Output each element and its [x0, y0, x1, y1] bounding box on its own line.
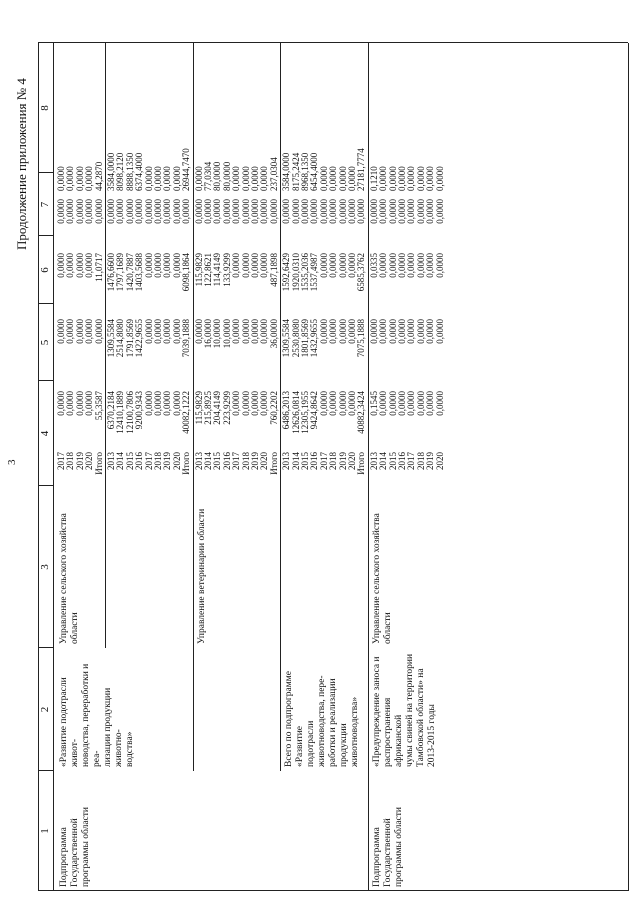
value-cell-c7: 0,0000: [162, 199, 173, 224]
value-cell-c6: 6585,3762: [356, 253, 367, 292]
value-cell-c8: 8888,1350: [124, 152, 135, 191]
column-header: 7: [39, 201, 51, 208]
value-cell-c7: 0,0000: [415, 199, 426, 224]
value-cell-c8: 0,0000: [328, 166, 339, 191]
value-cell-c8: 0,0000: [153, 166, 163, 191]
value-cell-c5: 0,0000: [93, 319, 104, 344]
value-cell-c8: 0,0000: [347, 166, 357, 191]
value-cell-c4: 0,0000: [153, 391, 163, 416]
value-cell-c4: 12410,1889: [115, 391, 126, 434]
year-cell: 2014: [203, 452, 213, 470]
value-cell-c4: 760,2202: [268, 391, 279, 425]
value-cell-c6: 0,0000: [425, 253, 436, 278]
value-cell-c8: 0,0000: [337, 166, 348, 191]
value-cell-c5: 0,0000: [318, 319, 329, 344]
row-executor: Управление сельского хозяйства области: [59, 513, 80, 644]
column-header: 5: [39, 339, 51, 346]
value-cell-c8: 0,0000: [84, 166, 95, 191]
value-cell-c7: 0,0000: [356, 199, 367, 224]
value-cell-c5: 10,0000: [212, 319, 223, 349]
value-cell-c8: 8968,1350: [300, 152, 310, 191]
value-cell-c4: 0,1545: [368, 391, 379, 416]
year-cell: 2018: [328, 452, 339, 470]
value-cell-c5: 0,0000: [328, 319, 339, 344]
value-cell-c4: 6486,2013: [281, 391, 292, 430]
value-cell-c4: 0,0000: [250, 391, 260, 416]
year-cell: 2019: [337, 452, 348, 470]
table-border-left: [38, 890, 628, 891]
value-cell-c4: 0,0000: [328, 391, 339, 416]
year-cell: 2018: [240, 452, 251, 470]
value-cell-c7: 0,0000: [290, 199, 301, 224]
value-cell-c5: 1432,9655: [309, 319, 320, 358]
value-cell-c5: 0,0000: [65, 319, 76, 344]
value-cell-c8: 0,0000: [415, 166, 426, 191]
value-cell-c7: 0,0000: [74, 199, 85, 224]
value-cell-c5: 1422,9655: [134, 319, 145, 358]
value-cell-c6: 0,0000: [162, 253, 173, 278]
value-cell-c6: 11,0717: [93, 253, 104, 282]
value-cell-c4: 40882,3424: [356, 391, 367, 434]
value-cell-c8: 0,0000: [143, 166, 154, 191]
value-cell-c5: 1791,8569: [124, 319, 135, 358]
value-cell-c7: 0,0000: [328, 199, 339, 224]
value-cell-c6: 0,0335: [368, 253, 379, 278]
value-cell-c5: 2530,8080: [290, 319, 301, 358]
value-cell-c6: 0,0000: [434, 253, 445, 278]
value-cell-c6: 0,0000: [337, 253, 348, 278]
year-cell: 2015: [387, 452, 398, 470]
value-cell-c7: 0,0000: [240, 199, 251, 224]
page-number: 3: [6, 459, 18, 465]
value-cell-c6: 1537,4987: [309, 253, 320, 292]
header-divider: [53, 43, 54, 891]
value-cell-c8: 237,0304: [268, 157, 279, 191]
value-cell-c4: 0,0000: [171, 391, 182, 416]
value-cell-c8: 0,0000: [240, 166, 251, 191]
column-header: 8: [39, 105, 51, 111]
value-cell-c6: 0,0000: [259, 253, 270, 278]
value-cell-c6: 0,0000: [56, 253, 66, 278]
value-cell-c4: 0,0000: [84, 391, 95, 416]
value-cell-c7: 0,0000: [368, 199, 379, 224]
value-cell-c4: 0,0000: [143, 391, 154, 416]
year-cell: 2016: [309, 452, 320, 470]
value-cell-c5: 1309,5584: [281, 319, 292, 358]
value-cell-c7: 0,0000: [347, 199, 357, 224]
value-cell-c5: 0,0000: [74, 319, 85, 344]
row-subprogram-label: Подпрограмма Государственной программы области: [59, 807, 91, 887]
value-cell-c7: 0,0000: [181, 199, 192, 224]
value-cell-c5: 0,0000: [347, 319, 357, 344]
value-cell-c8: 0,0000: [397, 166, 407, 191]
table-border-right: [38, 42, 628, 43]
value-cell-c5: 0,0000: [415, 319, 426, 344]
value-cell-c8: 0,0000: [259, 166, 270, 191]
value-cell-c8: 0,0000: [378, 166, 389, 191]
year-cell: 2014: [290, 452, 301, 470]
value-cell-c4: 0,0000: [337, 391, 348, 416]
value-cell-c5: 0,0000: [434, 319, 445, 344]
value-cell-c8: 44,2870: [93, 161, 104, 191]
row-name: «Развитие подотрасли живот- новодства, переработки и реа- лизации продукции животно- водства»: [59, 663, 135, 767]
value-cell-c8: 0,0000: [318, 166, 329, 191]
column-header: 1: [39, 828, 51, 834]
year-cell: Итого: [181, 452, 192, 475]
value-cell-c6: 133,9299: [221, 253, 232, 287]
year-cell: Итого: [268, 452, 279, 475]
year-cell: 2013: [368, 452, 379, 470]
year-cell: 2015: [300, 452, 310, 470]
year-cell: 2013: [281, 452, 292, 470]
value-cell-c8: 0,0000: [406, 166, 417, 191]
value-cell-c4: 215,8925: [203, 391, 213, 425]
value-cell-c5: 0,0000: [84, 319, 95, 344]
value-cell-c4: 0,0000: [406, 391, 417, 416]
value-cell-c5: 16,0000: [203, 319, 213, 349]
year-cell: 2015: [124, 452, 135, 470]
value-cell-c4: 0,0000: [434, 391, 445, 416]
column-header: 6: [39, 267, 51, 273]
value-cell-c7: 0,0000: [268, 199, 279, 224]
value-cell-c4: 0,0000: [162, 391, 173, 416]
value-cell-c4: 0,0000: [378, 391, 389, 416]
year-cell: 2016: [397, 452, 407, 470]
value-cell-c6: 0,0000: [250, 253, 260, 278]
value-cell-c6: 0,0000: [171, 253, 182, 278]
value-cell-c7: 0,0000: [250, 199, 260, 224]
value-cell-c6: 0,0000: [328, 253, 339, 278]
value-cell-c4: 0,0000: [387, 391, 398, 416]
value-cell-c7: 0,0000: [397, 199, 407, 224]
year-cell: 2020: [84, 452, 95, 470]
value-cell-c8: 0,0000: [74, 166, 85, 191]
value-cell-c6: 6098,1864: [181, 253, 192, 292]
value-cell-c4: 12305,1955: [300, 391, 310, 434]
row-name: Всего по подпрограмме «Развитие подотрасли животноводства, пере- работки и реализации продукции животноводства»: [284, 671, 361, 767]
value-cell-c6: 0,0000: [153, 253, 163, 278]
value-cell-c5: 0,0000: [193, 319, 204, 344]
year-cell: 2016: [134, 452, 145, 470]
continuation-title: Продолжение приложения № 4: [14, 78, 29, 250]
value-cell-c5: 2514,8080: [115, 319, 126, 358]
value-cell-c6: 0,0000: [74, 253, 85, 278]
value-cell-c5: 0,0000: [56, 319, 66, 344]
value-cell-c5: 0,0000: [337, 319, 348, 344]
value-cell-c6: 1420,7887: [124, 253, 135, 292]
value-cell-c5: 0,0000: [240, 319, 251, 344]
value-cell-c4: 40082,1222: [181, 391, 192, 434]
value-cell-c7: 0,0000: [300, 199, 310, 224]
value-cell-c8: 0,0000: [434, 166, 445, 191]
value-cell-c6: 122,8621: [203, 253, 213, 287]
value-cell-c5: 0,0000: [171, 319, 182, 344]
value-cell-c4: 0,0000: [259, 391, 270, 416]
value-cell-c6: 0,0000: [406, 253, 417, 278]
value-cell-c5: 0,0000: [259, 319, 270, 344]
value-cell-c8: 27181,7774: [356, 148, 367, 191]
value-cell-c6: 1797,1689: [115, 253, 126, 292]
value-cell-c7: 0,0000: [231, 199, 242, 224]
value-cell-c4: 0,0000: [240, 391, 251, 416]
value-cell-c6: 0,0000: [65, 253, 76, 278]
value-cell-c6: 0,0000: [231, 253, 242, 278]
value-cell-c5: 1309,5584: [106, 319, 116, 358]
budget-table: [38, 43, 628, 891]
year-cell: 2019: [74, 452, 85, 470]
value-cell-c4: 0,0000: [56, 391, 66, 416]
value-cell-c4: 0,0000: [347, 391, 357, 416]
value-cell-c7: 0,0000: [153, 199, 163, 224]
value-cell-c6: 114,4149: [212, 253, 223, 287]
value-cell-c5: 0,0000: [387, 319, 398, 344]
year-cell: 2017: [318, 452, 329, 470]
value-cell-c7: 0,0000: [425, 199, 436, 224]
value-cell-c7: 0,0000: [434, 199, 445, 224]
value-cell-c7: 0,0000: [115, 199, 126, 224]
year-cell: 2013: [106, 452, 116, 470]
value-cell-c8: 0,0000: [231, 166, 242, 191]
value-cell-c4: 204,4149: [212, 391, 223, 425]
value-cell-c6: 0,0000: [318, 253, 329, 278]
value-cell-c7: 0,0000: [259, 199, 270, 224]
value-cell-c4: 0,0000: [74, 391, 85, 416]
year-cell: 2020: [347, 452, 357, 470]
value-cell-c8: 6454,4000: [309, 152, 320, 191]
value-cell-c5: 36,0000: [268, 319, 279, 349]
value-cell-c4: 0,0000: [425, 391, 436, 416]
value-cell-c7: 0,0000: [337, 199, 348, 224]
value-cell-c8: 0,0000: [162, 166, 173, 191]
value-cell-c8: 0,0000: [387, 166, 398, 191]
column-header: 4: [39, 430, 51, 437]
year-cell: 2017: [56, 452, 66, 470]
value-cell-c4: 0,0000: [397, 391, 407, 416]
value-cell-c4: 115,9829: [193, 391, 204, 425]
value-cell-c5: 0,0000: [425, 319, 436, 344]
year-cell: 2018: [415, 452, 426, 470]
value-cell-c7: 0,0000: [134, 199, 145, 224]
value-cell-c6: 1535,2036: [300, 253, 310, 292]
value-cell-c5: 0,0000: [250, 319, 260, 344]
year-cell: 2016: [221, 452, 232, 470]
value-cell-c7: 0,0000: [309, 199, 320, 224]
year-cell: 2015: [212, 452, 223, 470]
value-cell-c4: 0,0000: [231, 391, 242, 416]
value-cell-c8: 0,0000: [65, 166, 76, 191]
value-cell-c7: 0,0000: [203, 199, 213, 224]
row-executor: Управление ветеринарии области: [196, 508, 207, 644]
year-cell: 2017: [143, 452, 154, 470]
value-cell-c8: 6374,4000: [134, 152, 145, 191]
value-cell-c5: 0,0000: [143, 319, 154, 344]
value-cell-c7: 0,0000: [106, 199, 116, 224]
value-cell-c7: 0,0000: [93, 199, 104, 224]
value-cell-c5: 1801,8569: [300, 319, 310, 358]
table-border-bottom: [628, 43, 629, 891]
value-cell-c6: 0,0000: [240, 253, 251, 278]
value-cell-c4: 223,9299: [221, 391, 232, 425]
value-cell-c4: 12100,7806: [124, 391, 135, 434]
year-cell: 2020: [171, 452, 182, 470]
row-subprogram-label: Подпрограмма Государственной программы области: [371, 807, 404, 887]
year-cell: 2017: [231, 452, 242, 470]
value-cell-c7: 0,0000: [281, 199, 292, 224]
value-cell-c5: 0,0000: [368, 319, 379, 344]
value-cell-c7: 0,0000: [171, 199, 182, 224]
year-cell: 2020: [259, 452, 270, 470]
year-cell: Итого: [356, 452, 367, 475]
value-cell-c5: 0,0000: [162, 319, 173, 344]
value-cell-c5: 7075,1888: [356, 319, 367, 358]
value-cell-c6: 115,9829: [193, 253, 204, 287]
value-cell-c5: 7039,1888: [181, 319, 192, 358]
value-cell-c7: 0,0000: [387, 199, 398, 224]
value-cell-c6: 1920,0310: [290, 253, 301, 292]
value-cell-c4: 0,0000: [318, 391, 329, 416]
value-cell-c5: 0,0000: [397, 319, 407, 344]
year-cell: 2014: [115, 452, 126, 470]
value-cell-c5: 0,0000: [378, 319, 389, 344]
value-cell-c7: 0,0000: [56, 199, 66, 224]
value-cell-c8: 80,0000: [221, 161, 232, 191]
value-cell-c6: 1476,6600: [106, 253, 116, 292]
value-cell-c7: 0,0000: [221, 199, 232, 224]
value-cell-c8: 0,0000: [425, 166, 436, 191]
year-cell: 2019: [162, 452, 173, 470]
value-cell-c6: 0,0000: [397, 253, 407, 278]
value-cell-c7: 0,0000: [212, 199, 223, 224]
value-cell-c6: 0,0000: [84, 253, 95, 278]
value-cell-c8: 80,0000: [212, 161, 223, 191]
year-cell: 2018: [65, 452, 76, 470]
year-cell: 2018: [153, 452, 163, 470]
value-cell-c8: 26944,7470: [181, 148, 192, 191]
value-cell-c7: 0,0000: [143, 199, 154, 224]
value-cell-c7: 0,0000: [378, 199, 389, 224]
year-cell: 2020: [434, 452, 445, 470]
value-cell-c8: 3584,0000: [106, 152, 116, 191]
column-header: 3: [39, 564, 51, 570]
value-cell-c8: 3584,0000: [281, 152, 292, 191]
year-cell: 2017: [406, 452, 417, 470]
value-cell-c5: 0,0000: [406, 319, 417, 344]
year-cell: 2014: [378, 452, 389, 470]
value-cell-c8: 77,0304: [203, 161, 213, 191]
value-cell-c4: 55,3587: [93, 391, 104, 421]
column-header: 2: [39, 706, 51, 713]
value-cell-c4: 12626,0814: [290, 391, 301, 434]
value-cell-c6: 0,0000: [387, 253, 398, 278]
value-cell-c5: 10,0000: [221, 319, 232, 349]
value-cell-c5: 0,0000: [153, 319, 163, 344]
value-cell-c5: 0,0000: [231, 319, 242, 344]
value-cell-c6: 0,0000: [347, 253, 357, 278]
value-cell-c7: 0,0000: [193, 199, 204, 224]
value-cell-c4: 0,0000: [65, 391, 76, 416]
year-cell: 2013: [193, 452, 204, 470]
row-name: «Предупреждение заноса и распространения африканской чумы свиней на территории Тамбовской области» на 2013-2015 годы: [371, 653, 437, 767]
value-cell-c4: 6370,2184: [106, 391, 116, 430]
value-cell-c4: 0,0000: [415, 391, 426, 416]
value-cell-c7: 0,0000: [406, 199, 417, 224]
value-cell-c6: 1403,5688: [134, 253, 145, 292]
value-cell-c6: 0,0000: [415, 253, 426, 278]
year-cell: 2019: [425, 452, 436, 470]
value-cell-c8: 8098,2120: [115, 152, 126, 191]
value-cell-c8: 0,0000: [250, 166, 260, 191]
value-cell-c7: 0,0000: [84, 199, 95, 224]
value-cell-c8: 0,0000: [56, 166, 66, 191]
value-cell-c6: 1592,6429: [281, 253, 292, 292]
value-cell-c6: 0,0000: [378, 253, 389, 278]
value-cell-c8: 0,1210: [368, 166, 379, 191]
value-cell-c7: 0,0000: [124, 199, 135, 224]
year-cell: Итого: [93, 452, 104, 475]
value-cell-c6: 0,0000: [143, 253, 154, 278]
value-cell-c7: 0,0000: [65, 199, 76, 224]
year-cell: 2019: [250, 452, 260, 470]
value-cell-c4: 9424,8642: [309, 391, 320, 430]
value-cell-c8: 0,0000: [193, 166, 204, 191]
row-executor: Управление сельского хозяйства области: [371, 513, 393, 644]
value-cell-c4: 9200,9343: [134, 391, 145, 430]
value-cell-c7: 0,0000: [318, 199, 329, 224]
value-cell-c8: 8175,2424: [290, 152, 301, 191]
value-cell-c8: 0,0000: [171, 166, 182, 191]
value-cell-c6: 487,1898: [268, 253, 279, 287]
